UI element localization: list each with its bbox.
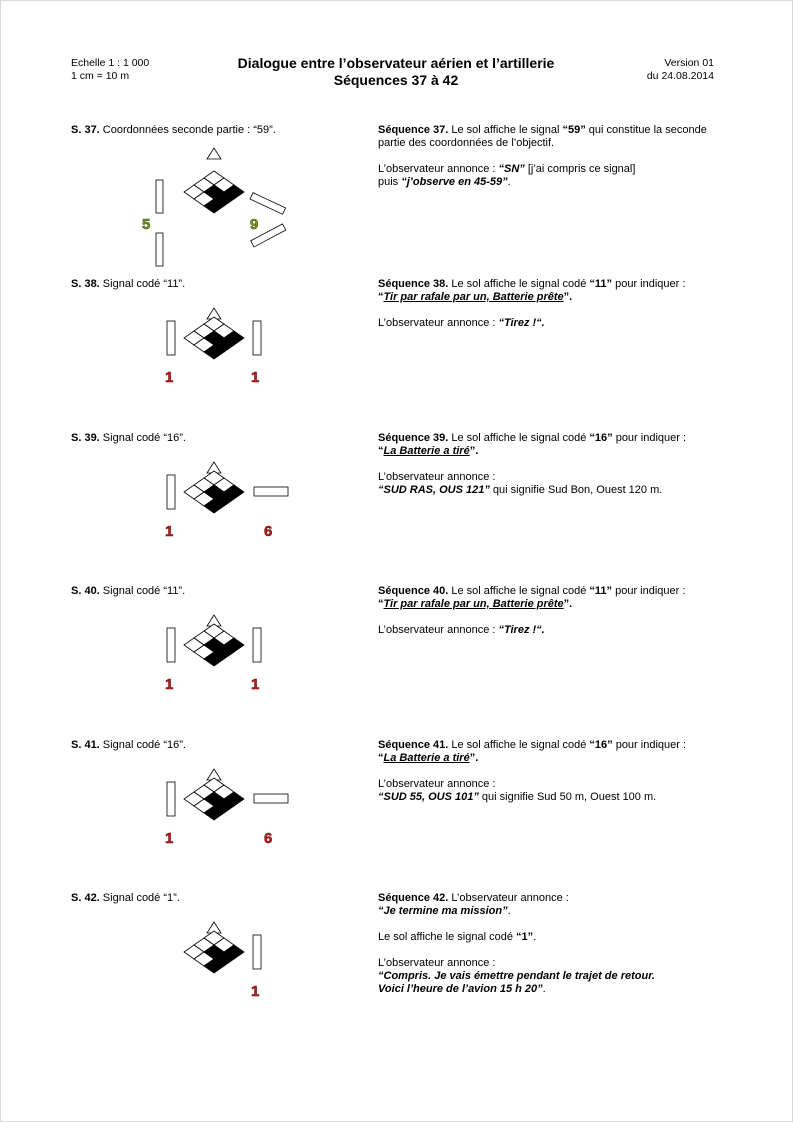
digit-5: 5 xyxy=(142,216,151,233)
panel-1-bar-right xyxy=(253,628,261,662)
signal-diagram-16 xyxy=(150,759,300,849)
version-date: du 24.08.2014 xyxy=(646,70,714,82)
sequence-39-description: Séquence 39. Le sol affiche le signal codé “16” pour indiquer : “La Batterie a tiré”. L’observateur annonce : “SUD RAS, OUS 121” qui signifie Sud Bon, Ouest 120 m. xyxy=(378,432,687,496)
panel-grid xyxy=(184,615,244,666)
panel-grid xyxy=(184,308,244,359)
digit-1-left: 1 xyxy=(165,369,174,386)
sequence-38-description: Séquence 38. Le sol affiche le signal codé “11” pour indiquer : “Tir par rafale par un, Batterie prête”. L’observateur annonce : “Tirez !“. xyxy=(378,278,686,329)
version-info xyxy=(647,57,714,83)
digit-1-left: 1 xyxy=(165,676,174,693)
section-label-42: S. 42. Signal codé “1”. xyxy=(71,892,180,904)
section-label-40: S. 40. Signal codé “11”. xyxy=(71,585,186,597)
digit-1: 1 xyxy=(251,983,260,1000)
section-label-41: S. 41. Signal codé “16”. xyxy=(71,739,186,751)
title-main: Dialogue entre l’observateur aérien et l’artillerie xyxy=(237,55,555,71)
sequence-37-description: Séquence 37. Le sol affiche le signal “59” qui constitue la seconde partie des coordonnées de l’objectif. L’observateur annonce : “SN” [j’ai compris ce signal] puis “j’observe en 45-59”. xyxy=(378,124,707,188)
north-triangle xyxy=(207,148,221,159)
panel-1-bar-left xyxy=(167,628,175,662)
panel-grid xyxy=(184,922,244,973)
version-number: Version 01 xyxy=(664,57,714,69)
digit-6: 6 xyxy=(264,523,273,540)
panel-1-bar xyxy=(167,475,175,509)
signal-diagram-11 xyxy=(150,605,280,695)
digit-9: 9 xyxy=(250,216,259,233)
panel-grid xyxy=(184,462,244,513)
sequence-42-description: Séquence 42. L’observateur annonce : “Je termine ma mission”. Le sol affiche le signal codé “1”. L’observateur annonce : “Compris. Je vais émettre pendant le trajet de retour. Voici l’heure de l’avion 15 h 20”. xyxy=(378,892,655,995)
section-label-37: S. 37. Coordonnées seconde partie : “59”. xyxy=(71,124,276,136)
signal-diagram-16 xyxy=(150,452,300,542)
panel-1-bar-left xyxy=(167,321,175,355)
digit-1: 1 xyxy=(165,523,174,540)
sequence-41-description: Séquence 41. Le sol affiche le signal codé “16” pour indiquer : “La Batterie a tiré”. L’observateur annonce : “SUD 55, OUS 101” qui signifie Sud 50 m, Ouest 100 m. xyxy=(378,739,687,803)
signal-diagram-59 xyxy=(140,140,290,270)
panel-6-bar xyxy=(254,794,288,803)
panel-1-bar xyxy=(167,782,175,816)
scale-ratio: Echelle 1 : 1 000 xyxy=(71,57,150,69)
digit-1-right: 1 xyxy=(251,369,260,386)
title-sub: Séquences 37 à 42 xyxy=(333,72,459,88)
signal-diagram-11 xyxy=(150,298,280,388)
section-label-39: S. 39. Signal codé “16”. xyxy=(71,432,186,444)
panel-9-bar-top xyxy=(250,193,286,215)
digit-1: 1 xyxy=(165,830,174,847)
scale-equivalence: 1 cm = 10 m xyxy=(71,70,130,82)
digit-1-right: 1 xyxy=(251,676,260,693)
section-label-38: S. 38. Signal codé “11”. xyxy=(71,278,186,290)
panel-5-bar-top xyxy=(156,180,163,213)
digit-6: 6 xyxy=(264,830,273,847)
panel-6-bar xyxy=(254,487,288,496)
panel-1-bar-right xyxy=(253,321,261,355)
sequence-40-description: Séquence 40. Le sol affiche le signal codé “11” pour indiquer : “Tir par rafale par un, Batterie prête”. L’observateur annonce : “Tirez !“. xyxy=(378,585,686,636)
panel-grid xyxy=(184,769,244,820)
signal-diagram-1 xyxy=(150,912,280,1002)
page-title xyxy=(196,55,596,89)
scale-info xyxy=(71,57,149,83)
panel-5-bar-bottom xyxy=(156,233,163,266)
panel-grid xyxy=(184,148,244,213)
panel-1-bar xyxy=(253,935,261,969)
